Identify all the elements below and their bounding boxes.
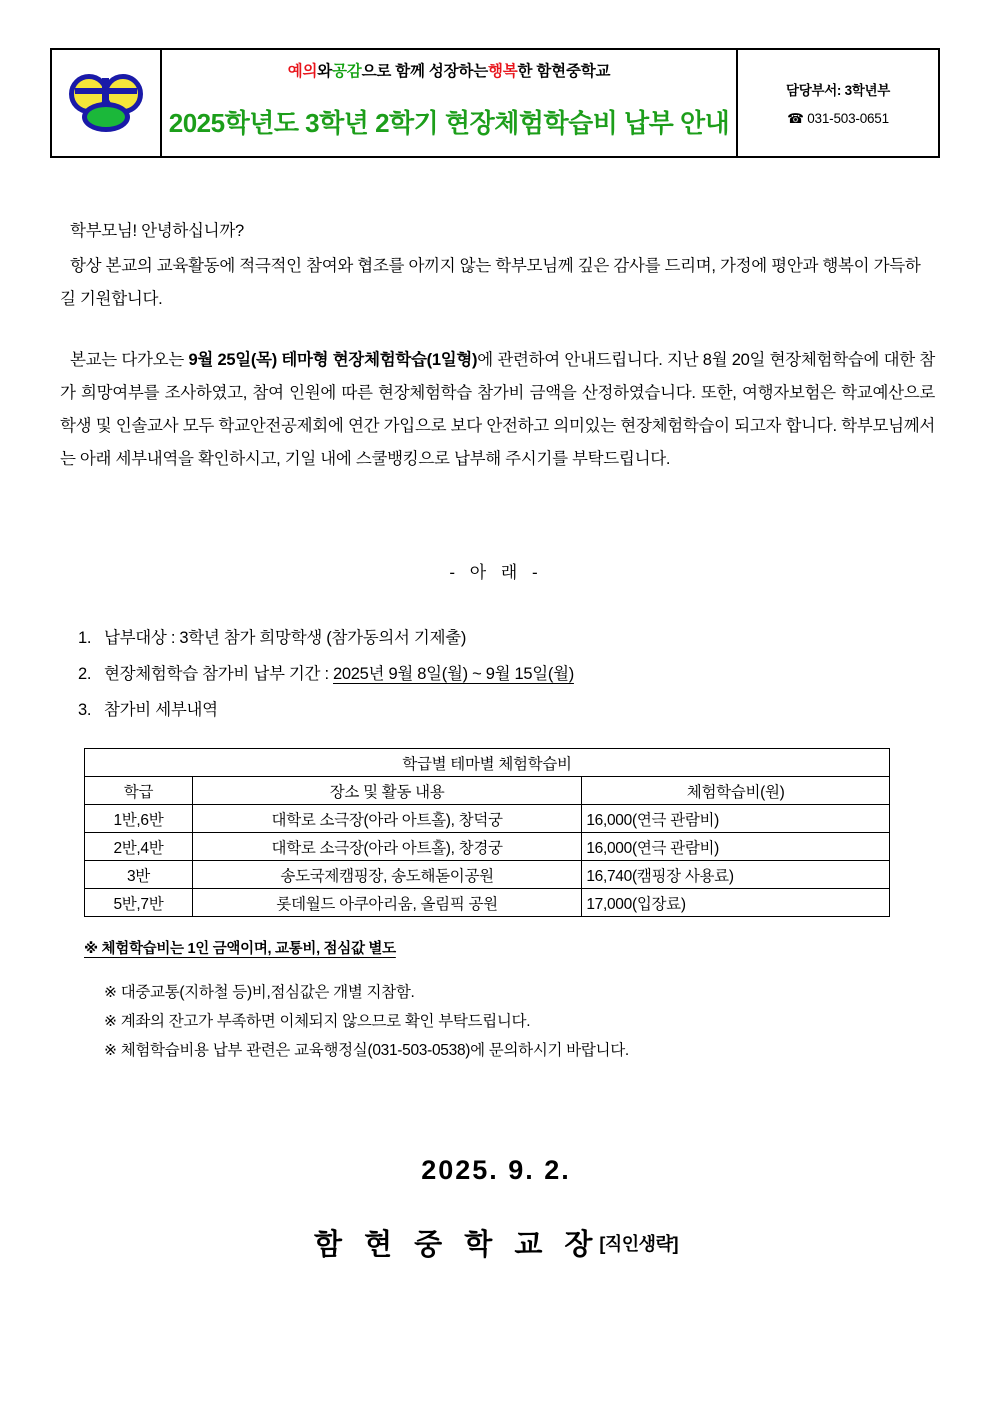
- list-item-number: 2.: [78, 665, 92, 683]
- list-item-number: 1.: [78, 629, 92, 647]
- row-grade: 3반: [85, 861, 193, 889]
- greeting-paragraph: 학부모님! 안녕하십니까?: [70, 222, 244, 240]
- notes-block: [104, 978, 629, 1065]
- main-paragraph-highlight: 9월 25일(목) 테마형 현장체험학습(1일형): [188, 351, 478, 369]
- table-caption: 학급별 테마별 체험학습비: [85, 749, 890, 777]
- list-item: [78, 656, 938, 692]
- slogan-part-1: 예의: [287, 63, 318, 80]
- table-header-fee: 체험학습비(원): [582, 777, 890, 805]
- school-logo-cell: [52, 50, 162, 156]
- table-row: [85, 833, 890, 861]
- phone-row: [787, 111, 889, 127]
- table-row: [85, 861, 890, 889]
- header-contact: [738, 50, 938, 156]
- list-item-label: [104, 656, 574, 692]
- signature-line: [0, 1222, 992, 1263]
- row-fee: 16,000(연극 관람비): [582, 805, 890, 833]
- main-paragraph-post: 에 관련하여 안내드립니다. 지난 8월 20일 현장체험학습에 대한 참가 희망여부를 조사하였고, 참여 인원에 따른 현장체험학습 참가비 금액을 산정하였습니다. 또한, 여행자보험은 학교예산으로 학생 및 인솔교사 모두 학교안전공제회에 연간 가입으로 보다 안전하고 의미있는 현장체험학습이 되고자 합니다. 학부모님께서는 아래 세부내역을 확인하시고, 기일 내에 스쿨뱅킹으로 납부해 주시기를 부탁드립니다.: [60, 351, 936, 468]
- row-grade: 5반,7반: [85, 889, 193, 917]
- school-emblem-icon: [69, 72, 143, 134]
- info-list: [78, 620, 938, 728]
- slogan-part-4: 으로 함께 성장하는: [361, 63, 488, 80]
- ahrae-divider: - 아 래 -: [449, 563, 543, 582]
- row-place: 대학로 소극장(아라 아트홀), 창덕궁: [192, 805, 581, 833]
- page-title: 2025학년도 3학년 2학기 현장체험학습비 납부 안내: [168, 107, 730, 138]
- fee-table: [84, 748, 890, 917]
- body-text: [60, 215, 935, 476]
- document-date: 2025. 9. 2.: [421, 1155, 571, 1185]
- row-fee: 16,000(연극 관람비): [582, 833, 890, 861]
- table-header-row: [85, 777, 890, 805]
- fee-table-wrap: [84, 748, 890, 917]
- list-item: [78, 692, 938, 728]
- table-header-grade: 학급: [85, 777, 193, 805]
- note-line: ※ 체험학습비용 납부 관련은 교육행정실(031-503-0538)에 문의하시기 바랍니다.: [104, 1042, 629, 1059]
- table-row: [85, 889, 890, 917]
- list-item-label: 참가비 세부내역: [104, 701, 218, 719]
- header-center: [162, 50, 738, 156]
- row-fee: 16,740(캠핑장 사용료): [582, 861, 890, 889]
- main-paragraph: [60, 344, 935, 476]
- telephone-icon: ☎: [787, 111, 804, 126]
- list-item: [78, 620, 938, 656]
- note-line: ※ 계좌의 잔고가 부족하면 이체되지 않으므로 확인 부탁드립니다.: [104, 1013, 531, 1030]
- slogan-part-6: 한 함현중학교: [517, 63, 611, 80]
- payment-period-prefix: 현장체험학습 참가비 납부 기간 :: [104, 665, 334, 683]
- row-grade: 2반,4반: [85, 833, 193, 861]
- school-slogan: [162, 50, 736, 90]
- table-row: [85, 805, 890, 833]
- list-item-number: 3.: [78, 701, 92, 719]
- row-place: 송도국제캠핑장, 송도해돋이공원: [192, 861, 581, 889]
- row-grade: 1반,6반: [85, 805, 193, 833]
- main-paragraph-pre: 본교는 다가오는: [70, 351, 189, 369]
- intro-paragraph: 항상 본교의 교육활동에 적극적인 참여와 협조를 아끼지 않는 학부모님께 깊은 감사를 드리며, 가정에 평안과 행복이 가득하길 기원합니다.: [60, 257, 921, 308]
- slogan-part-2: 와: [317, 63, 333, 80]
- seal-note: [직인생략]: [599, 1234, 678, 1254]
- slogan-part-5: 행복: [487, 63, 518, 80]
- note-line: ※ 대중교통(지하철 등)비,점심값은 개별 지참함.: [104, 984, 415, 1001]
- row-fee: 17,000(입장료): [582, 889, 890, 917]
- document-header: [50, 48, 940, 158]
- payment-period-value: 2025년 9월 8일(월) ~ 9월 15일(월): [333, 665, 574, 683]
- table-footnote: ※ 체험학습비는 1인 금액이며, 교통비, 점심값 별도: [84, 941, 396, 957]
- row-place: 롯데월드 아쿠아리움, 올림픽 공원: [192, 889, 581, 917]
- table-caption-row: [85, 749, 890, 777]
- slogan-part-3: 공감: [332, 63, 362, 80]
- phone-number: 031-503-0651: [807, 111, 889, 126]
- table-header-place: 장소 및 활동 내용: [192, 777, 581, 805]
- list-item-label: 납부대상 : 3학년 참가 희망학생 (참가동의서 기제출): [104, 629, 467, 647]
- row-place: 대학로 소극장(아라 아트홀), 창경궁: [192, 833, 581, 861]
- signature-title: 함 현 중 학 교 장: [314, 1229, 600, 1261]
- department-label: 담당부서: 3학년부: [785, 83, 891, 98]
